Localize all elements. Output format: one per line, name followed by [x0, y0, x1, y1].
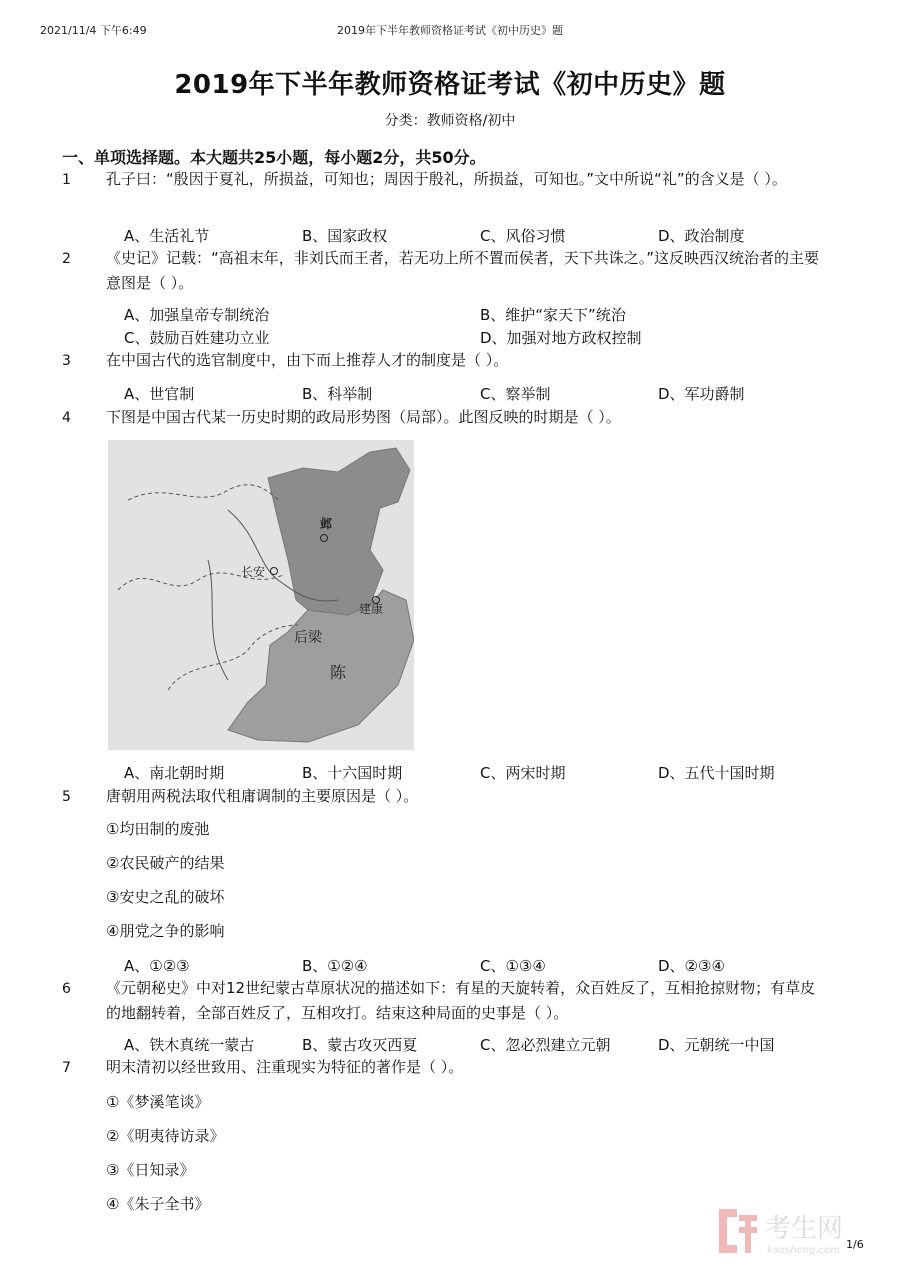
question-text: 唐朝用两税法取代租庸调制的主要原因是（ ）。 [106, 787, 419, 805]
map-label-houliang: 后梁 [294, 630, 322, 646]
option-b[interactable]: B、①②④ [302, 957, 368, 975]
historical-map [108, 440, 414, 750]
question-number: 3 [62, 353, 71, 369]
page-number: 1/6 [846, 1238, 864, 1251]
option-a[interactable]: A、铁木真统一蒙古 [124, 1036, 255, 1054]
option-a[interactable]: A、南北朝时期 [124, 764, 225, 782]
page-title: 2019年下半年教师资格证考试《初中历史》题 [174, 70, 726, 100]
option-a[interactable]: A、加强皇帝专制统治 [124, 306, 270, 324]
statement-item: ③安史之乱的破坏 [106, 888, 225, 906]
statement-item: ①《梦溪笔谈》 [106, 1093, 210, 1111]
question-number: 5 [62, 789, 71, 805]
option-b[interactable]: B、科举制 [302, 385, 373, 403]
option-c[interactable]: C、察举制 [480, 385, 551, 403]
question-text: 明末清初以经世致用、注重现实为特征的著作是（ ）。 [106, 1058, 464, 1076]
question-number: 2 [62, 251, 71, 267]
watermark-url: kaosheng.com [767, 1245, 840, 1256]
question-text: 《史记》记载：“高祖末年，非刘氏而王者，若无功上所不置而侯者，天下共诛之。”这反映西汉统治者的主要意图是（ ）。 [106, 249, 820, 292]
section-heading: 一、单项选择题。本大题共25小题，每小题2分，共50分。 [62, 148, 486, 167]
watermark-brand: 考生网 [765, 1214, 844, 1244]
map-label-chen: 陈 [330, 663, 347, 682]
option-c[interactable]: C、①③④ [480, 957, 546, 975]
question-number: 7 [62, 1060, 71, 1076]
option-a[interactable]: A、生活礼节 [124, 227, 210, 245]
map-label-jiankang: 建康 [359, 602, 384, 616]
option-d[interactable]: D、五代十国时期 [658, 764, 775, 782]
print-header [0, 22, 900, 38]
option-b[interactable]: B、维护“家天下”统治 [480, 306, 626, 324]
option-b[interactable]: B、十六国时期 [302, 764, 403, 782]
question-number: 1 [62, 172, 71, 188]
print-datetime: 2021/11/4 下午6:49 [40, 24, 147, 37]
statement-item: ④朋党之争的影响 [106, 922, 225, 940]
option-d[interactable]: D、元朝统一中国 [658, 1036, 775, 1054]
option-d[interactable]: D、军功爵制 [658, 385, 745, 403]
map-label-changan: 长安 [241, 565, 266, 579]
question-text: 《元朝秘史》中对12世纪蒙古草原状况的描述如下：有星的天旋转着，众百姓反了，互相抢掠财物；有草皮的地翻转着，全部百姓反了，互相攻打。结束这种局面的史事是（ ）。 [106, 979, 816, 1022]
option-c[interactable]: C、忽必烈建立元朝 [480, 1036, 611, 1054]
option-c[interactable]: C、两宋时期 [480, 764, 566, 782]
statement-item: ②《明夷待访录》 [106, 1127, 225, 1145]
option-d[interactable]: D、政治制度 [658, 227, 745, 245]
option-c[interactable]: C、鼓励百姓建功立业 [124, 329, 270, 347]
option-a[interactable]: A、①②③ [124, 957, 190, 975]
statement-item: ④《朱子全书》 [106, 1195, 210, 1213]
statement-item: ②农民破产的结果 [106, 854, 225, 872]
option-d[interactable]: D、②③④ [658, 957, 725, 975]
question-number: 4 [62, 410, 71, 426]
statement-item: ③《日知录》 [106, 1161, 195, 1179]
question-number: 6 [62, 981, 71, 997]
question-text: 孔子曰：“殷因于夏礼，所损益，可知也；周因于殷礼，所损益，可知也。”文中所说“礼”的含义是（ ）。 [106, 170, 787, 188]
question-text: 在中国古代的选官制度中，由下而上推荐人才的制度是（ ）。 [106, 351, 509, 369]
option-a[interactable]: A、世官制 [124, 385, 195, 403]
map-label-ye: 邺 [320, 517, 333, 531]
category-label: 分类：教师资格/初中 [384, 113, 516, 129]
watermark-icon [719, 1209, 757, 1253]
statement-item: ①均田制的废弛 [106, 820, 210, 838]
option-d[interactable]: D、加强对地方政权控制 [480, 329, 642, 347]
question-text: 下图是中国古代某一历史时期的政局形势图（局部）。此图反映的时期是（ ）。 [106, 408, 621, 426]
option-b[interactable]: B、蒙古攻灭西夏 [302, 1036, 418, 1054]
option-b[interactable]: B、国家政权 [302, 227, 388, 245]
option-c[interactable]: C、风俗习惯 [480, 227, 566, 245]
print-title: 2019年下半年教师资格证考试《初中历史》题 [337, 24, 563, 37]
